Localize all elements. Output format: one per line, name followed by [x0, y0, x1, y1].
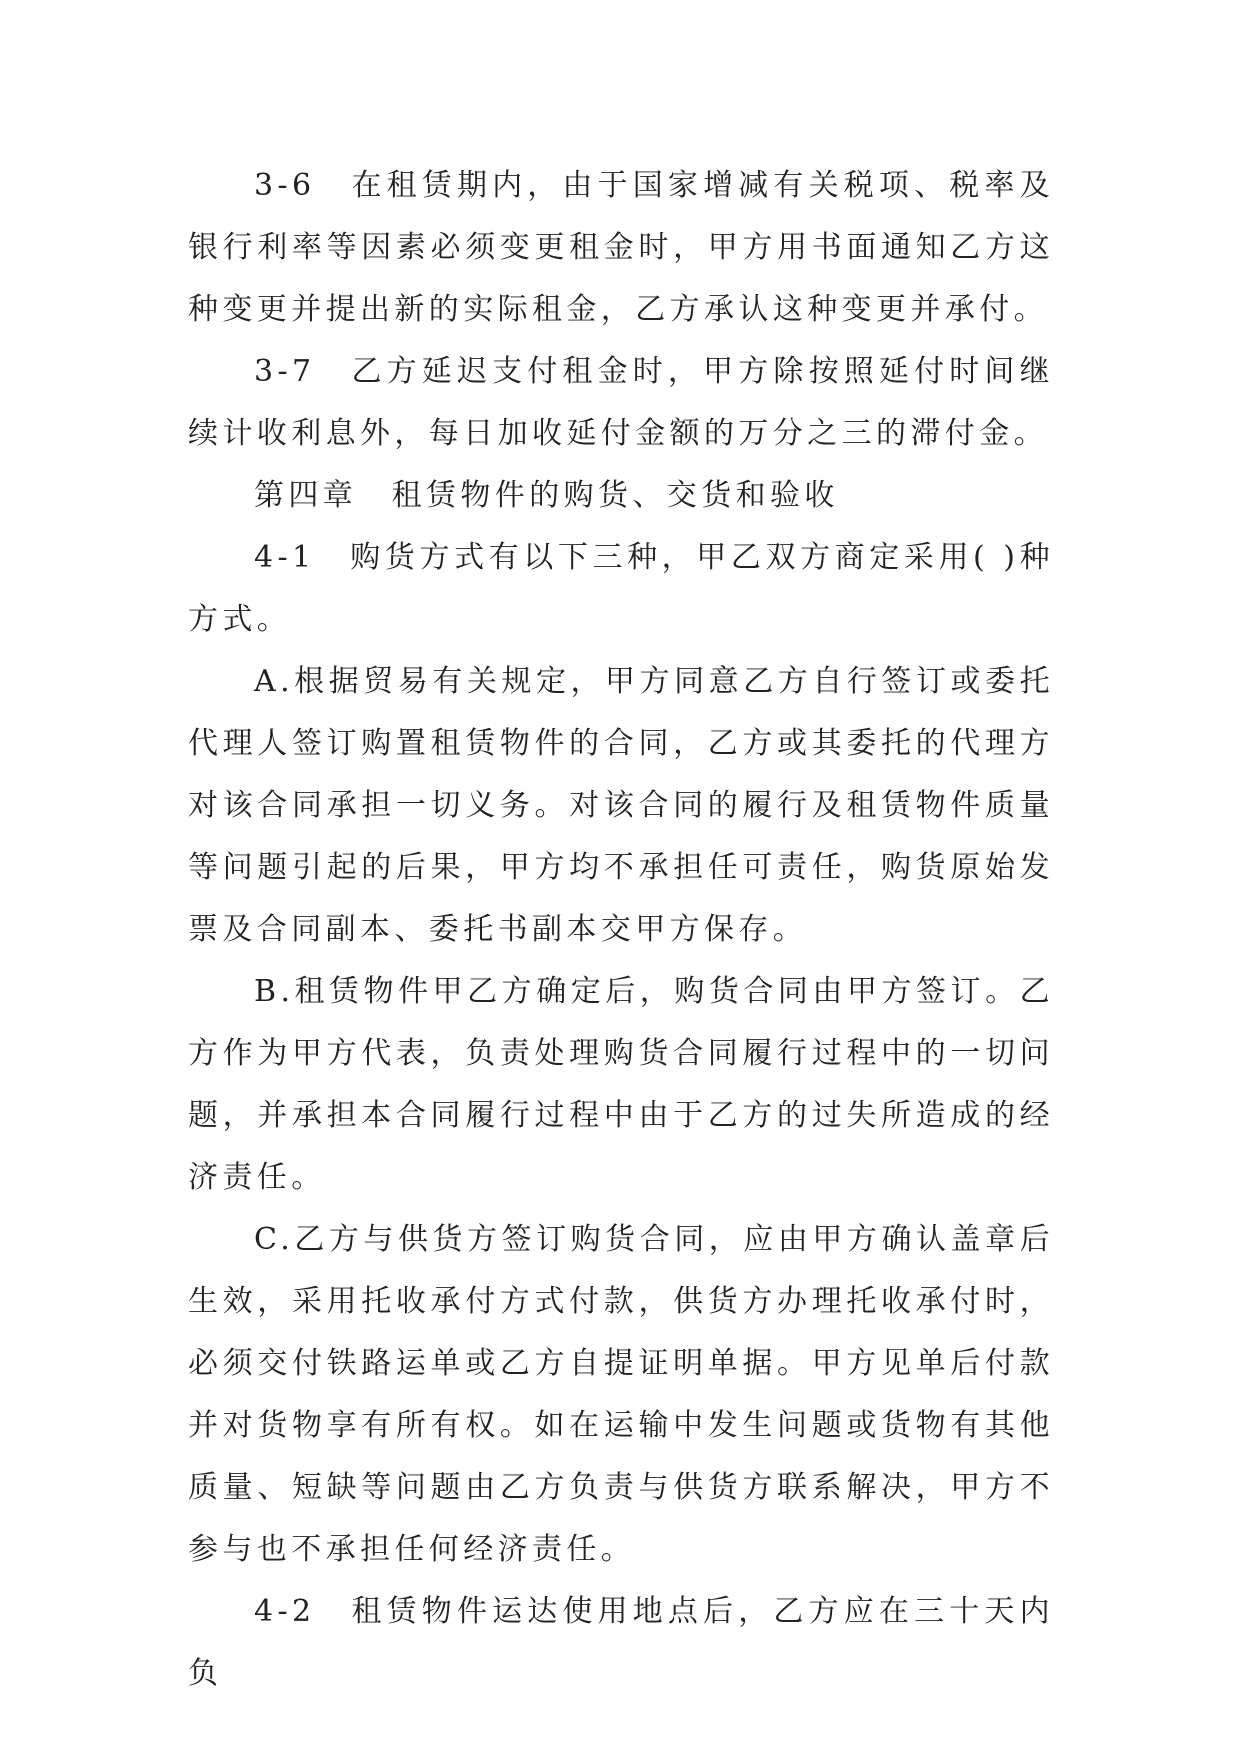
- clause-3-6: 3-6 在租赁期内，由于国家增减有关税项、税率及银行利率等因素必须变更租金时，甲方用书面通知乙方这种变更并提出新的实际租金，乙方承认这种变更并承付。: [188, 168, 1054, 327]
- option-a: A.根据贸易有关规定，甲方同意乙方自行签订或委托代理人签订购置租赁物件的合同，乙方或其委托的代理方对该合同承担一切义务。对该合同的履行及租赁物件质量等问题引起的后果，甲方均不承担任可责任，购货原始发票及合同副本、委托书副本交甲方保存。: [188, 664, 1054, 947]
- chapter-4-heading: 第四章 租赁物件的购货、交货和验收: [254, 478, 839, 513]
- clause-4-2: 4-2 租赁物件运达使用地点后，乙方应在三十天内负: [188, 1594, 1054, 1691]
- option-c: C.乙方与供货方签订购货合同，应由甲方确认盖章后生效，采用托收承付方式付款，供货方办理托收承付时，必须交付铁路运单或乙方自提证明单据。甲方见单后付款并对货物享有所有权。如在运输中发生问题或货物有其他质量、短缺等问题由乙方负责与供货方联系解决，甲方不参与也不承担任何经济责任。: [188, 1222, 1054, 1567]
- clause-4-1: 4-1 购货方式有以下三种，甲乙双方商定采用( )种方式。: [188, 540, 1054, 637]
- document-body: [188, 155, 1054, 1705]
- option-b: B.租赁物件甲乙方确定后，购货合同由甲方签订。乙方作为甲方代表，负责处理购货合同履行过程中的一切问题，并承担本合同履行过程中由于乙方的过失所造成的经济责任。: [188, 974, 1054, 1195]
- clause-3-7: 3-7 乙方延迟支付租金时，甲方除按照延付时间继续计收利息外，每日加收延付金额的万分之三的滞付金。: [188, 354, 1054, 451]
